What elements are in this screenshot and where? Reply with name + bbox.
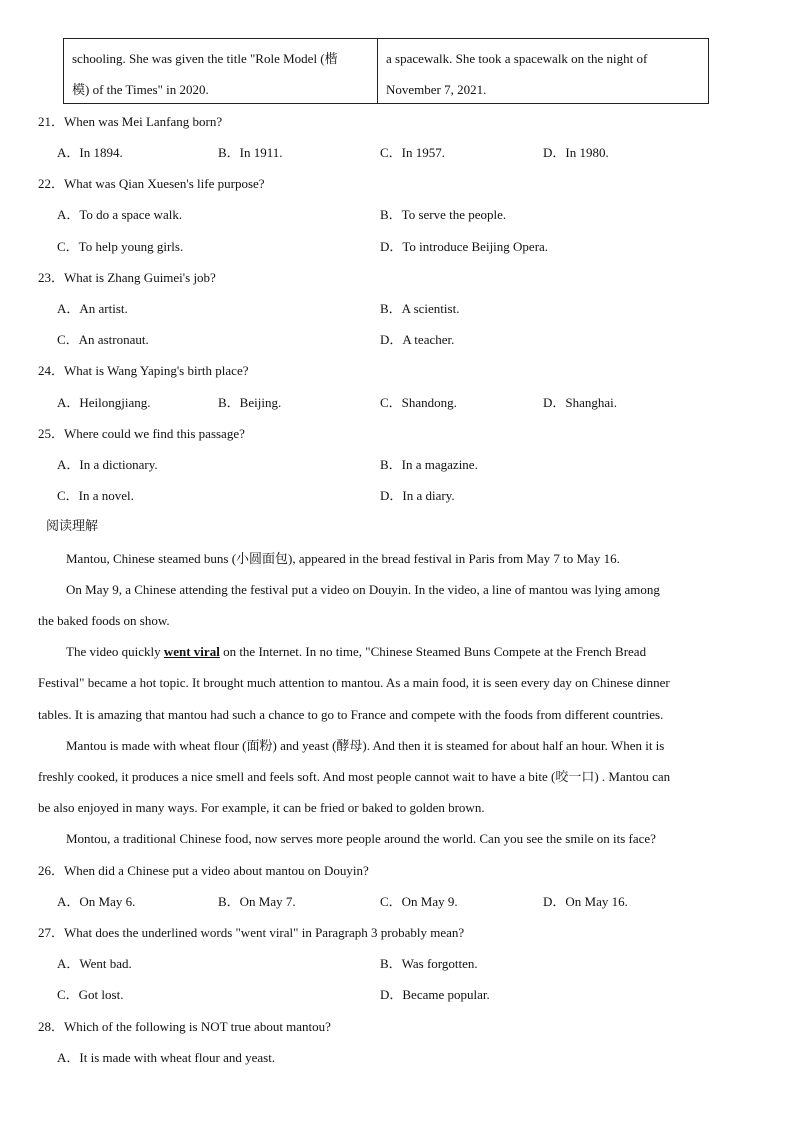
question-text: When was Mei Lanfang born? xyxy=(64,114,223,129)
passage-paragraph-4-line: freshly cooked, it produces a nice smell and feels soft. And most people cannot wait to have a bite (咬一口) . Mantou can xyxy=(38,769,671,784)
question-text: What is Zhang Guimei's job? xyxy=(64,270,216,285)
option-23-b[interactable]: B．A scientist. xyxy=(380,301,460,316)
table-cell-line: schooling. She was given the title "Role Model (楷 xyxy=(72,51,338,66)
passage-paragraph-3-line: Festival" became a hot topic. It brought much attention to mantou. As a main food, it is seen every day on Chinese dinner xyxy=(38,675,670,690)
question-28 xyxy=(38,1019,331,1035)
table-cell-line: a spacewalk. She took a spacewalk on the night of xyxy=(386,51,648,66)
question-text: What was Qian Xuesen's life purpose? xyxy=(64,176,265,191)
option-22-d[interactable]: D．To introduce Beijing Opera. xyxy=(380,239,549,254)
info-table xyxy=(63,38,709,104)
question-number: 25． xyxy=(38,426,65,441)
option-24-c[interactable]: C．Shandong. xyxy=(380,395,457,410)
option-24-a[interactable]: A．Heilongjiang. xyxy=(57,395,151,410)
question-text: Where could we find this passage? xyxy=(64,426,245,441)
option-23-c[interactable]: C．An astronaut. xyxy=(57,332,149,347)
question-21 xyxy=(38,114,222,130)
passage-paragraph-2-line: the baked foods on show. xyxy=(38,613,170,628)
passage-paragraph-4-line: Mantou is made with wheat flour (面粉) and yeast (酵母). And then it is steamed for about half an hour. When it is xyxy=(66,738,665,753)
passage-paragraph-5: Montou, a traditional Chinese food, now serves more people around the world. Can you see the smile on its face? xyxy=(66,831,656,846)
table-cell-line: November 7, 2021. xyxy=(386,82,487,97)
table-cell-line: 模) of the Times" in 2020. xyxy=(72,82,209,97)
option-27-d[interactable]: D．Became popular. xyxy=(380,987,490,1002)
option-26-a[interactable]: A．On May 6. xyxy=(57,894,136,909)
table-cell-left xyxy=(64,39,378,103)
passage-paragraph-3-line: tables. It is amazing that mantou had such a chance to go to France and compete with the foods from different countries. xyxy=(38,707,664,722)
question-text: What is Wang Yaping's birth place? xyxy=(64,363,249,378)
option-28-a[interactable]: A．It is made with wheat flour and yeast. xyxy=(57,1050,276,1065)
passage-paragraph-1: Mantou, Chinese steamed buns (小圆面包), appeared in the bread festival in Paris from May 7 to May 16. xyxy=(66,551,620,566)
option-27-c[interactable]: C．Got lost. xyxy=(57,987,124,1002)
option-25-d[interactable]: D．In a diary. xyxy=(380,488,455,503)
question-25 xyxy=(38,426,245,442)
option-25-a[interactable]: A．In a dictionary. xyxy=(57,457,158,472)
option-25-c[interactable]: C．In a novel. xyxy=(57,488,134,503)
question-text: What does the underlined words "went viral" in Paragraph 3 probably mean? xyxy=(64,925,465,940)
table-cell-right xyxy=(378,39,708,103)
passage-paragraph-4-line: be also enjoyed in many ways. For example, it can be fried or baked to golden brown. xyxy=(38,800,485,815)
option-22-a[interactable]: A．To do a space walk. xyxy=(57,207,183,222)
question-22 xyxy=(38,176,265,192)
passage-text: on the Internet. In no time, "Chinese Steamed Buns Compete at the French Bread xyxy=(219,644,647,659)
question-number: 27． xyxy=(38,925,65,940)
option-24-d[interactable]: D．Shanghai. xyxy=(543,395,618,410)
option-26-d[interactable]: D．On May 16. xyxy=(543,894,628,909)
option-27-a[interactable]: A．Went bad. xyxy=(57,956,132,971)
question-number: 24． xyxy=(38,363,65,378)
option-24-b[interactable]: B．Beijing. xyxy=(218,395,282,410)
question-number: 23． xyxy=(38,270,65,285)
question-number: 22． xyxy=(38,176,65,191)
question-number: 26． xyxy=(38,863,65,878)
option-22-b[interactable]: B．To serve the people. xyxy=(380,207,507,222)
option-21-c[interactable]: C．In 1957. xyxy=(380,145,446,160)
question-23 xyxy=(38,270,216,286)
question-24 xyxy=(38,363,249,379)
option-26-b[interactable]: B．On May 7. xyxy=(218,894,296,909)
option-21-a[interactable]: A．In 1894. xyxy=(57,145,123,160)
option-25-b[interactable]: B．In a magazine. xyxy=(380,457,478,472)
question-number: 21． xyxy=(38,114,65,129)
question-26 xyxy=(38,863,369,879)
option-22-c[interactable]: C．To help young girls. xyxy=(57,239,184,254)
option-26-c[interactable]: C．On May 9. xyxy=(380,894,458,909)
section-heading: 阅读理解 xyxy=(46,518,99,533)
option-21-d[interactable]: D．In 1980. xyxy=(543,145,609,160)
passage-paragraph-2-line: On May 9, a Chinese attending the festival put a video on Douyin. In the video, a line of mantou was lying among xyxy=(66,582,660,597)
question-number: 28． xyxy=(38,1019,65,1034)
question-text: When did a Chinese put a video about mantou on Douyin? xyxy=(64,863,369,878)
passage-paragraph-3-line xyxy=(66,644,646,660)
option-23-a[interactable]: A．An artist. xyxy=(57,301,128,316)
passage-text: The video quickly xyxy=(66,644,164,659)
underlined-phrase: went viral xyxy=(163,644,220,659)
option-27-b[interactable]: B．Was forgotten. xyxy=(380,956,478,971)
option-21-b[interactable]: B．In 1911. xyxy=(218,145,283,160)
question-27 xyxy=(38,925,464,941)
question-text: Which of the following is NOT true about mantou? xyxy=(64,1019,331,1034)
option-23-d[interactable]: D．A teacher. xyxy=(380,332,455,347)
